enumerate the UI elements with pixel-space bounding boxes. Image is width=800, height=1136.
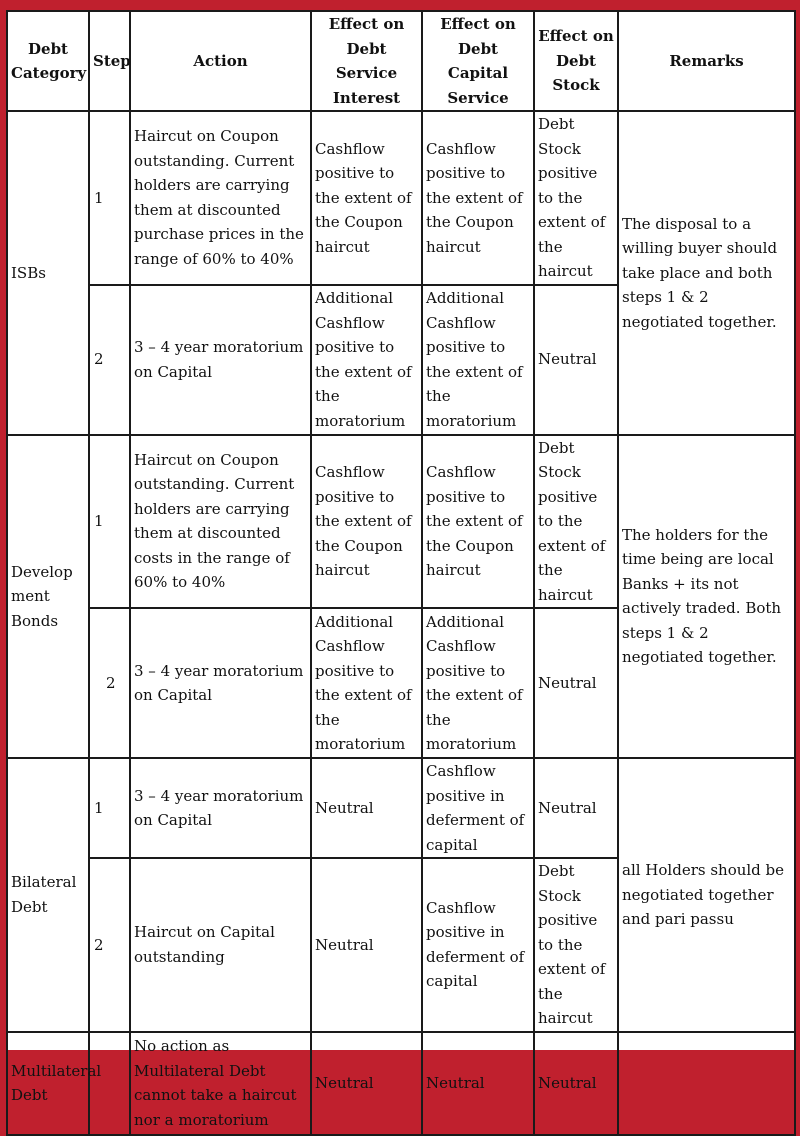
stock-cell: Debt Stock positive to the extent of the haircut (534, 111, 618, 285)
stock-cell: Neutral (534, 285, 618, 435)
interest-cell: Cashflow positive to the extent of the Coupon haircut (311, 435, 422, 609)
category-cell: Develop ment Bonds (7, 435, 89, 759)
interest-cell: Neutral (311, 1032, 422, 1135)
debt-table-frame (6, 10, 794, 1129)
stock-cell: Neutral (534, 758, 618, 858)
action-cell: No action as Multilateral Debt cannot take a haircut nor a moratorium (130, 1032, 311, 1135)
step-cell (89, 1032, 130, 1135)
capital-cell: Cashflow positive in deferment of capital (422, 858, 534, 1032)
action-cell: 3 – 4 year moratorium on Capital (130, 608, 311, 758)
stock-cell: Neutral (534, 1032, 618, 1135)
stock-cell: Debt Stock positive to the extent of the haircut (534, 435, 618, 609)
capital-cell: Additional Cashflow positive to the extent of the moratorium (422, 608, 534, 758)
header-row (7, 11, 795, 111)
header-step: Step (89, 11, 130, 111)
step-cell: 2 (89, 608, 130, 758)
remarks-cell: The disposal to a willing buyer should take place and both steps 1 & 2 negotiated together. (618, 111, 795, 435)
interest-cell: Additional Cashflow positive to the extent of the moratorium (311, 285, 422, 435)
capital-cell: Cashflow positive to the extent of the Coupon haircut (422, 111, 534, 285)
capital-cell: Cashflow positive in deferment of capital (422, 758, 534, 858)
interest-cell: Neutral (311, 758, 422, 858)
step-cell: 1 (89, 435, 130, 609)
action-cell: 3 – 4 year moratorium on Capital (130, 285, 311, 435)
header-remarks: Remarks (618, 11, 795, 111)
table-row (7, 1032, 795, 1135)
table-row (7, 435, 795, 609)
action-cell: Haircut on Capital outstanding (130, 858, 311, 1032)
table-row (7, 111, 795, 285)
header-capital: Effect on Debt Capital Service (422, 11, 534, 111)
category-cell: Multilateral Debt (7, 1032, 89, 1135)
step-cell: 1 (89, 758, 130, 858)
step-cell: 2 (89, 285, 130, 435)
debt-restructuring-table (6, 10, 796, 1136)
interest-cell: Cashflow positive to the extent of the Coupon haircut (311, 111, 422, 285)
step-cell: 2 (89, 858, 130, 1032)
remarks-cell: The holders for the time being are local Banks + its not actively traded. Both steps 1 & 2 negotiated together. (618, 435, 795, 759)
remarks-cell: all Holders should be negotiated together and pari passu (618, 758, 795, 1032)
header-interest: Effect on Debt Service Interest (311, 11, 422, 111)
table-row (7, 758, 795, 858)
category-cell: Bilateral Debt (7, 758, 89, 1032)
interest-cell: Additional Cashflow positive to the extent of the moratorium (311, 608, 422, 758)
step-cell: 1 (89, 111, 130, 285)
action-cell: 3 – 4 year moratorium on Capital (130, 758, 311, 858)
stock-cell: Debt Stock positive to the extent of the haircut (534, 858, 618, 1032)
interest-cell: Neutral (311, 858, 422, 1032)
capital-cell: Additional Cashflow positive to the extent of the moratorium (422, 285, 534, 435)
remarks-cell (618, 1032, 795, 1135)
header-stock: Effect on Debt Stock (534, 11, 618, 111)
category-cell: ISBs (7, 111, 89, 435)
action-cell: Haircut on Coupon outstanding. Current holders are carrying them at discounted costs in the range of 60% to 40% (130, 435, 311, 609)
capital-cell: Neutral (422, 1032, 534, 1135)
header-category: Debt Category (7, 11, 89, 111)
action-cell: Haircut on Coupon outstanding. Current holders are carrying them at discounted purchase prices in the range of 60% to 40% (130, 111, 311, 285)
stock-cell: Neutral (534, 608, 618, 758)
header-action: Action (130, 11, 311, 111)
capital-cell: Cashflow positive to the extent of the Coupon haircut (422, 435, 534, 609)
